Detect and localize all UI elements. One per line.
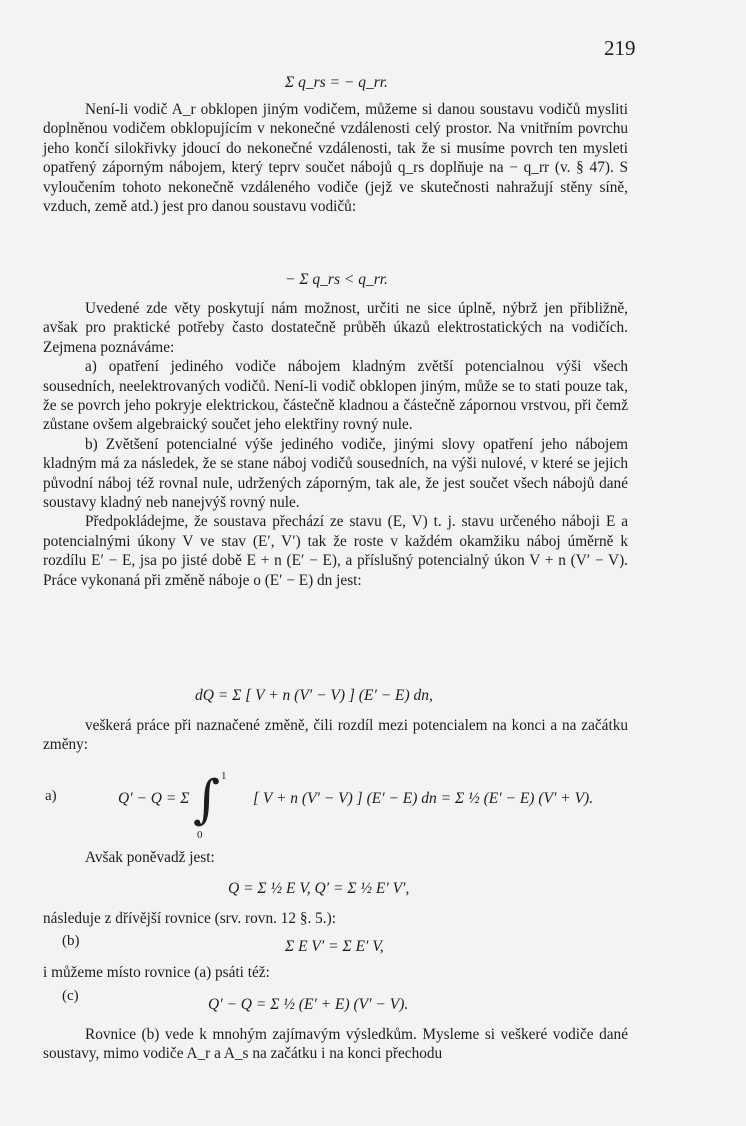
page-number: 219 <box>604 36 636 60</box>
text-block-1 <box>43 100 628 216</box>
paragraph: veškerá práce při naznačené změně, čili rozdíl mezi potencialem na konci a na začátku změny: <box>43 717 628 754</box>
equation-label-b: (b) <box>62 933 80 949</box>
equation-c: Q′ − Q = Σ ½ (E′ + E) (V′ − V). <box>208 996 409 1013</box>
equation-label-c: (c) <box>62 988 79 1004</box>
text-block-2 <box>43 299 628 590</box>
equation-b: Σ E V′ = Σ E′ V, <box>285 938 384 955</box>
equation-inequality: − Σ q_rs < q_rr. <box>285 271 388 288</box>
paragraph: Avšak poněvadž jest: <box>85 849 215 866</box>
integral-sign-icon: ∫ <box>193 770 221 830</box>
text-block-4 <box>43 848 628 867</box>
paragraph: i můžeme místo rovnice (a) psáti též: <box>43 964 270 981</box>
paragraph: Není-li vodič A_r obklopen jiným vodičem, můžeme si danou soustavu vodičů mysliti doplněnou vodičem obklopujícím v nekonečné vzdálenosti celý prostor. Na vnitřním povrchu jeho končí silokřivky jdoucí do nekonečné vzdálenosti, tak že si musíme povrch ten mysleti opatřený záporným nábojem, který teprv součet nábojů q_rs doplňuje na − q_rr (v. § 47). S vyloučením tohoto nekonečně vzdáleného vodiče (jejž ve skutečnosti nahražují stěny síně, vzduch, země atd.) jest pro danou soustavu vodičů: <box>43 101 628 216</box>
paragraph: Rovnice (b) vede k mnohým zajímavým výsledkům. Mysleme si veškeré vodiče dané soustavy, mimo vodiče A_r a A_s na začátku i na konci přechodu <box>43 1026 628 1063</box>
integral-lower-limit: 0 <box>197 829 203 841</box>
paragraph-b: b) Zvětšení potencialné výše jediného vodiče, jinými slovy opatření jeho nábojem kladným má za následek, že se stane náboj vodičů sousedních, na výši nulové, v které se jejich původní náboj též rovnal nule, udržených záporným, tak ale, že jest součet všech nábojů dané soustavy kladný neb nanejvýš rovný nule. <box>43 435 628 512</box>
equation-label-a: a) <box>45 788 57 804</box>
text-block-6 <box>43 963 628 982</box>
paragraph-a: a) opatření jediného vodiče nábojem kladným zvětší potencialnou výši všech sousedních, neelektrovaných vodičů. Není-li vodič obklopen jiným, může se to stati pouze tak, že se povrch jeho pokryje elektrickou, částečně kladnou a částečně zápornou vrstvou, při čemž zůstane ovšem algebraický součet jeho elektřiny rovný nule. <box>43 358 628 434</box>
text-block-5 <box>43 909 628 928</box>
integral-upper-limit: 1 <box>221 770 227 782</box>
equation-sum-q: Σ q_rs = − q_rr. <box>285 74 388 91</box>
paragraph: následuje z dřívější rovnice (srv. rovn. 12 §. 5.): <box>43 910 336 927</box>
paragraph: Uvedené zde věty poskytují nám možnost, určiti ne sice úplně, nýbrž jen přibližně, avšak pro praktické potřeby často dostatečně průběh úkazů elektrostatických na vodičích. Zejmena poznáváme: <box>43 300 628 356</box>
text-block-7 <box>43 1025 628 1064</box>
equation-integral-lhs: Q′ − Q = Σ <box>118 790 190 807</box>
equation-integral-rhs: [ V + n (V′ − V) ] (E′ − E) dn = Σ ½ (E′ − E) (V′ + V). <box>253 790 594 807</box>
text-block-3 <box>43 716 628 755</box>
paragraph: Předpokládejme, že soustava přechází ze stavu (E, V) t. j. stavu určeného náboji E a potencialnými úkony V ve stav (E′, V′) tak že roste v každém okamžiku náboj úměrně k rozdílu E′ − E, jsa po jisté době E + n (E′ − E), a příslušný potencialný úkon V + n (V′ − V). Práce vykonaná při změně náboje o (E′ − E) dn jest: <box>43 513 628 589</box>
equation-q-definitions: Q = Σ ½ E V, Q′ = Σ ½ E′ V′, <box>228 880 410 897</box>
equation-dq: dQ = Σ [ V + n (V′ − V) ] (E′ − E) dn, <box>195 687 433 704</box>
